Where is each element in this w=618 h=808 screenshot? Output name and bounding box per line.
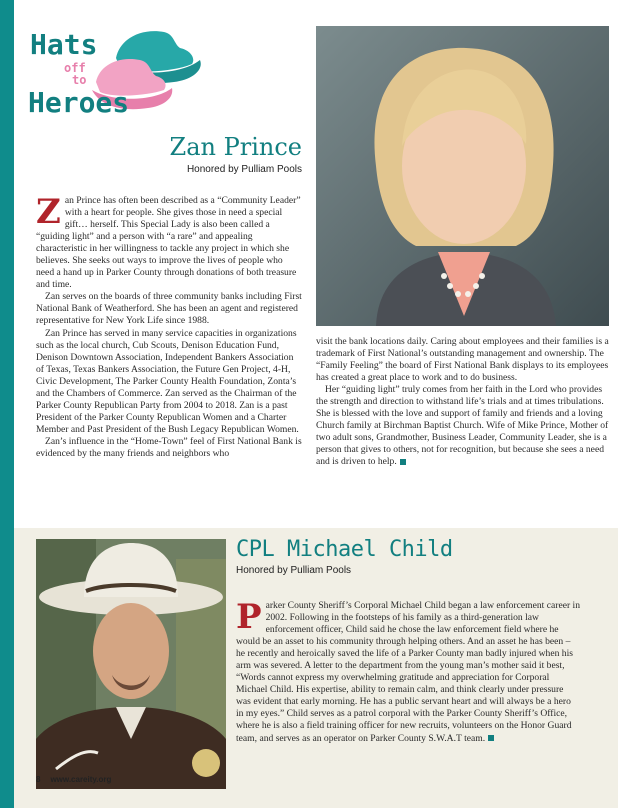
article2-dropcap: P <box>236 597 262 637</box>
article1-column-right <box>316 336 609 469</box>
logo-line4: Heroes <box>28 86 130 119</box>
logo-line3: to <box>72 73 87 87</box>
article1-paragraph-4: Zan’s influence in the “Home-Town” feel of First National Bank is evidenced by the many friends and neighbors who <box>36 435 302 459</box>
article1-paragraph-6 <box>316 384 609 468</box>
article1-name: Zan Prince <box>169 133 302 161</box>
zan-prince-portrait <box>316 26 609 326</box>
hats-off-to-heroes-logo <box>24 20 212 120</box>
michael-child-portrait <box>36 539 226 789</box>
end-mark-icon <box>400 459 406 465</box>
article1-paragraph-1 <box>36 192 302 291</box>
logo-line1: Hats <box>30 28 98 61</box>
article1-paragraph-3: Zan Prince has served in many service capacities in organizations such as the local church, Cub Scouts, Denison Education Fund, Denison Downtown Association, Independent Bankers Association of Texas, Texas Bankers Association, the Future Gen Project, 4-H, Civic Development, The Parker County Health Foundation, Zonta’s and the Chambers of Commerce. Zan served as the Chairman of the Parker County Republican Party from 2004 to 2018. Zan is a past President of the Parker County Republican Women and a Charter Member and Past President of the Bush Legacy Republican Women. <box>36 327 299 435</box>
end-mark-icon <box>488 735 494 741</box>
article1-paragraph-5: visit the bank locations daily. Caring about employees and their families is a trademark of First National’s outstanding management and ownership. The “Family Feeling” the board of First National Bank displays to its employees has created a great place to work and to do business. <box>316 336 609 384</box>
article2-honored-by: Honored by Pulliam Pools <box>236 565 352 576</box>
logo-line2: off <box>64 61 86 75</box>
article1-column-left <box>36 192 302 460</box>
article1-paragraph-2: Zan serves on the boards of three community banks including First National Bank of Weatherford. She has been an agent and registered representative for New York Life since 1988. <box>36 291 302 327</box>
article1-honored-by: Honored by Pulliam Pools <box>186 164 302 175</box>
article2-paragraph-1 <box>236 597 581 745</box>
article1-p6-text: Her “guiding light” truly comes from her faith in the Lord who provides the strength and direction to withstand life’s trials and at times tribulations. She is blessed with the love and support of family and friends and a loving Church family at Birchman Baptist Church. Wife of Mike Prince, Mother of two adult sons, Grandmother, Business Leader, Community Leader, she is a person that gives to others, not for recognition, but because she sees a need and is driven to help. <box>316 384 609 468</box>
page-number: 8 <box>36 775 41 784</box>
article2-p1-text: arker County Sheriff’s Corporal Michael Child began a law enforcement career in 2002. Following in the footsteps of his family as a third-generation law enforcement officer, Child said he chose the law enforcement field where he would be an asset to his community through helping others. And an asset he has been – he recently and heroically saved the life of a Parker County man badly injured when his arm was severed. A letter to the department from the young man’s mother said it best, “Words cannot express my overwhelming gratitude and appreciation for Corporal Michael Child. His expertise, ability to remain calm, and think clearly under pressure was evident that early morning. He has a public servant heart and will always be a hero in my eyes.” Child serves as a patrol corporal with the Parker County Sheriff’s Office, where he is also a field training officer for new recruits, volunteers on the Honor Guard team, and serves as an operator on Parker County S.W.A.T team. <box>236 600 581 744</box>
article2-column <box>236 597 581 745</box>
article2-name: CPL Michael Child <box>236 537 453 562</box>
article1-dropcap: Z <box>36 192 61 232</box>
left-accent-strip <box>0 0 14 808</box>
page-footer <box>36 775 111 784</box>
article1-p1-text: an Prince has often been described as a “Community Leader” with a heart for people. She gives those in need a special gift… herself. This Special Lady is also been called a “guiding light” and a person with “a rare” and appealing characteristic in her willingness to tackle any project in which she believes. She seeks out ways to improve the lives of people who need a hand up in Parker County through donations of both treasure and time. <box>36 195 301 291</box>
footer-url[interactable]: www.careity.org <box>50 775 112 784</box>
